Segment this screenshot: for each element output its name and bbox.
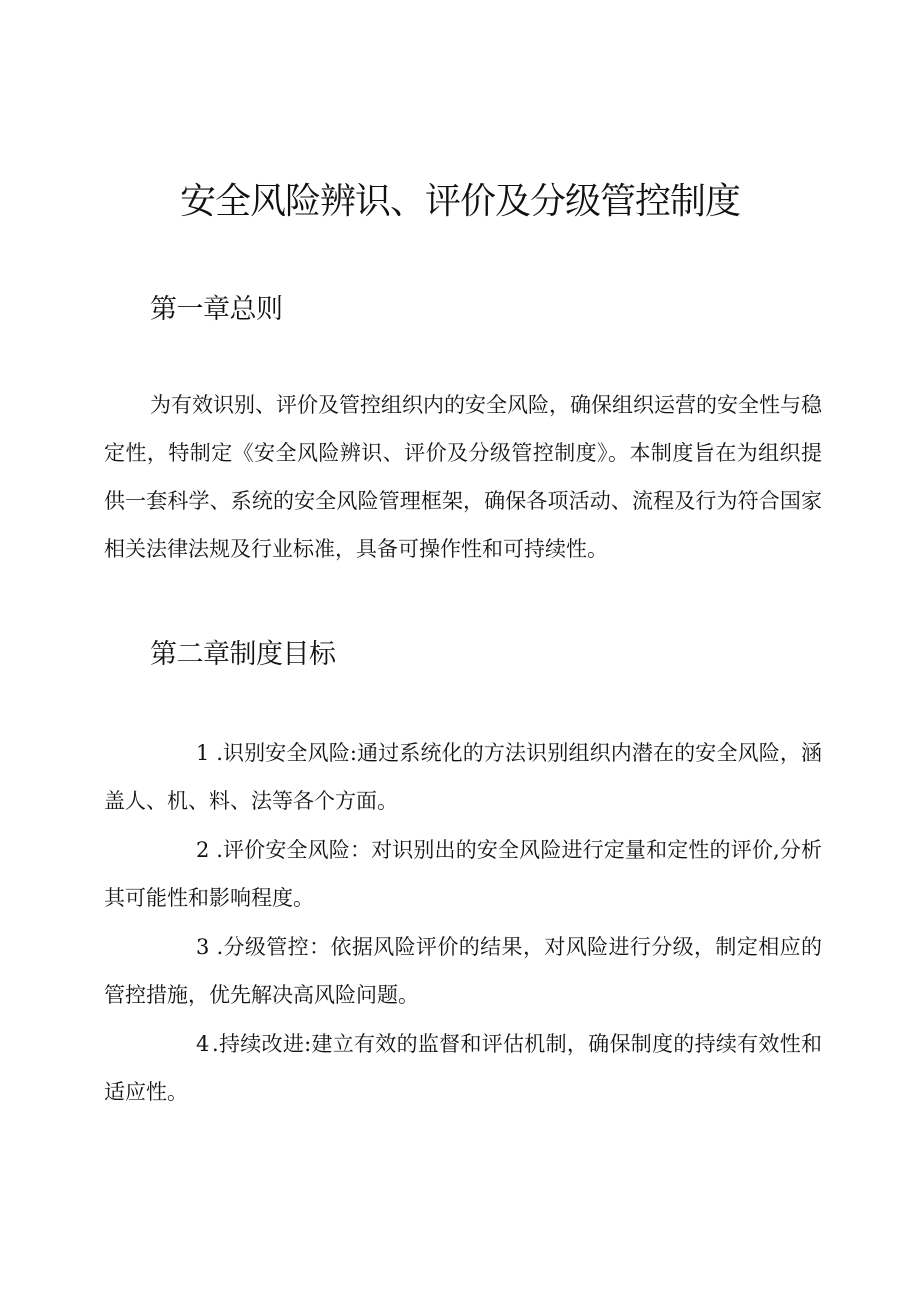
list-item-text: .评价安全风险：对识别出的安全风险进行定量和定性的评价,分析其可能性和影响程度。 [104,838,822,910]
list-item-number: 1 [196,741,210,765]
chapter-2-heading: 第二章制度目标 [150,639,336,670]
list-item [104,1020,822,1116]
list-item-text: .识别安全风险:通过系统化的方法识别组织内潜在的安全风险，涵盖人、机、料、法等各个方面。 [104,741,822,813]
list-item-number: 3 [196,935,210,959]
list-item [104,923,822,1019]
chapter-1-heading: 第一章总则 [150,294,283,325]
list-item-number: 4 [196,1032,210,1056]
list-item-number: 2 [196,838,210,862]
list-item [104,729,822,825]
document-title: 安全风险辨识、评价及分级管控制度 [179,181,740,222]
list-item-text: .持续改进:建立有效的监督和评估机制，确保制度的持续有效性和适应性。 [104,1032,822,1104]
chapter-1-paragraph: 为有效识别、评价及管控组织内的安全风险，确保组织运营的安全性与稳定性，特制定《安全风险辨识、评价及分级管控制度》。本制度旨在为组织提供一套科学、系统的安全风险管理框架，确保各项活动、流程及行为符合国家相关法律法规及行业标准，具备可操作性和可持续性。 [104,393,822,561]
list-item-text: .分级管控：依据风险评价的结果，对风险进行分级，制定相应的管控措施，优先解决高风险问题。 [104,935,822,1007]
list-item [104,826,822,922]
